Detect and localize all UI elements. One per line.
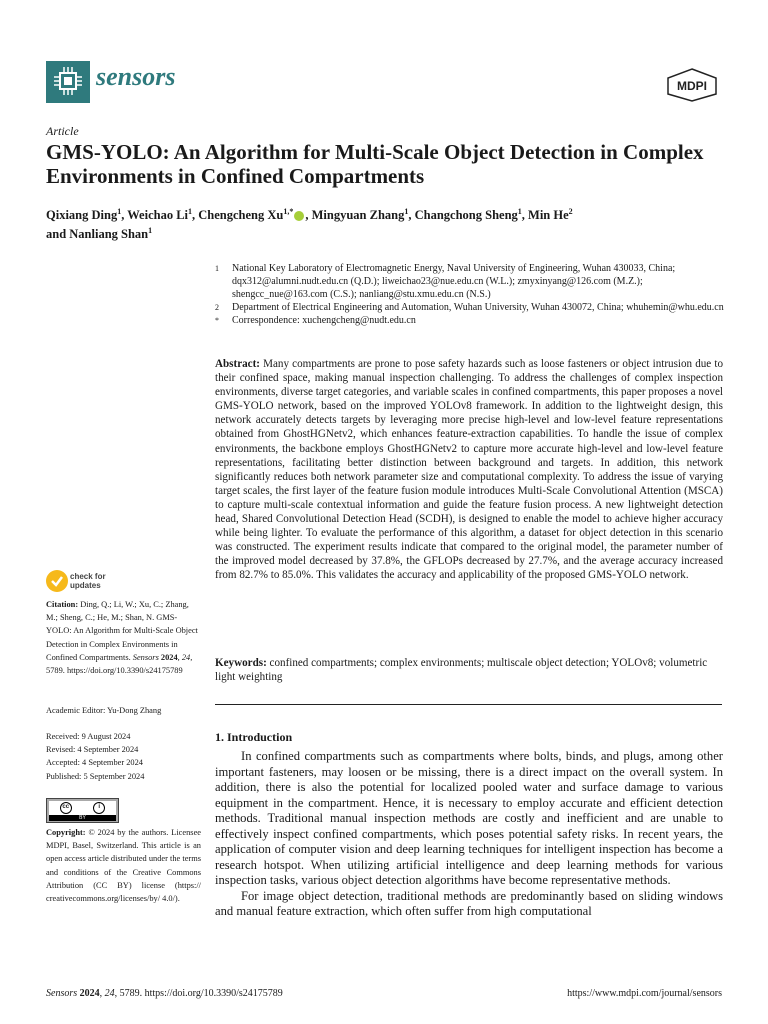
footer-year: 2024	[79, 988, 100, 999]
author-sup: 1	[188, 207, 193, 216]
author-name: Chengcheng Xu	[198, 208, 284, 223]
affiliation-text: Department of Electrical Engineering and Automation, Wuhan University, Wuhan 430072, China; whuhemin@whu.edu.cn	[232, 302, 724, 313]
academic-editor: Academic Editor: Yu-Dong Zhang	[46, 706, 162, 715]
mdpi-logo-text: MDPI	[677, 79, 707, 93]
dates-block	[46, 730, 201, 783]
footer-journal: Sensors	[46, 988, 78, 999]
intro-body	[215, 749, 723, 920]
affiliation-mark: *	[215, 316, 219, 325]
author-sup: 1,*	[283, 207, 294, 216]
paper-title: GMS-YOLO: An Algorithm for Multi-Scale Object Detection in Complex Environments in Confined Compartments	[46, 140, 704, 188]
paragraph: In confined compartments such as compartments where bolts, binds, and plugs, among other important fasteners, may loosen or be missing, there is a direct impact on the overall system. In addition, there is also the potential for localized pooled water and surface damage to various equipment in the compartment. Hence, it is necessary to employ accurate and efficient detection methods. Traditional manual inspection methods are costly and inefficient and are unable to effectively inspect confined compartments, which poses potential safety risks. In recent years, the application of computer vision and deep learning techniques for intelligent inspection has become a research hotspot. When utilizing artificial intelligence and deep learning methods for various inspection tasks, various object detection algorithms have become representative methods.	[215, 749, 723, 887]
author-sup: 2	[568, 207, 573, 216]
author-name: Min He	[528, 208, 569, 223]
affiliations	[215, 262, 725, 327]
journal-name: sensors	[96, 62, 176, 91]
author-name: Nanliang Shan	[69, 227, 149, 242]
author-name: Weichao Li	[127, 208, 189, 223]
paragraph: For image object detection, traditional methods are predominantly based on sliding windows and manual feature extraction, which often suffer from high computational	[215, 888, 723, 918]
revised-date: Revised: 4 September 2024	[46, 745, 139, 755]
citation-text: Ding, Q.; Li, W.; Xu, C.; Zhang, M.; Sheng, C.; He, M.; Shan, N. GMS-YOLO: An Algorithm for Multi-Scale Object Detection in Complex Environments in Confined Compartments.	[46, 600, 198, 662]
mdpi-logo	[666, 68, 718, 102]
affiliation-mark: 2	[215, 303, 219, 312]
footer-volume: 24	[104, 988, 115, 999]
check-updates-label: check for updates	[70, 572, 106, 590]
accepted-date: Accepted: 4 September 2024	[46, 758, 143, 768]
section-heading: 1. Introduction	[215, 730, 293, 744]
cc-symbol-icon: cc	[60, 802, 72, 814]
cc-license-icon[interactable]	[46, 798, 119, 823]
article-type: Article	[46, 124, 79, 138]
copyright-block	[46, 826, 201, 905]
footer-doi[interactable]: , 5789. https://doi.org/10.3390/s24175789	[114, 988, 283, 999]
footer-citation: Sensors 2024, 24, 5789. https://doi.org/10.3390/s24175789	[46, 988, 283, 999]
author-name: Qixiang Ding	[46, 208, 118, 223]
orcid-icon[interactable]	[294, 211, 304, 221]
abstract-label: Abstract:	[215, 358, 260, 370]
author-sup: 1	[117, 207, 122, 216]
copyright-text: © 2024 by the authors. Licensee MDPI, Basel, Switzerland. This article is an open access article distributed under the terms and conditions of the Creative Commons Attribution (CC BY) license (https:// creativecommons.org/licenses/by/ 4.0/).	[46, 828, 201, 904]
attribution-person-icon: i	[93, 802, 105, 814]
citation-year: 2024	[160, 652, 178, 662]
affiliation-item	[215, 314, 725, 327]
copyright-label: Copyright:	[46, 828, 86, 837]
affiliation-text: Correspondence: xuchengcheng@nudt.edu.cn	[232, 315, 416, 326]
section-divider	[215, 704, 722, 705]
author-name: Mingyuan Zhang	[311, 208, 405, 223]
published-date: Published: 5 September 2024	[46, 771, 145, 781]
affiliation-item	[215, 262, 725, 301]
affiliation-item	[215, 301, 725, 314]
author-sup: 1	[404, 207, 409, 216]
footer-journal-url[interactable]: https://www.mdpi.com/journal/sensors	[567, 988, 722, 999]
keywords	[215, 656, 723, 684]
author-sup: 1	[517, 207, 522, 216]
journal-logo-icon	[46, 61, 90, 103]
received-date: Received: 9 August 2024	[46, 732, 131, 741]
affiliation-mark: 1	[215, 264, 219, 273]
citation-volume: 24	[181, 652, 191, 662]
author-name: Changchong Sheng	[414, 208, 518, 223]
author-list: Qixiang Ding$^1$, Weichao Li$^1$, Chengcheng $Xu^{1,*}$ , Mingyuan Zhang$^1$, Changchong Sheng$^1$, Min He$^2$ and Nanliang Shan$^1$	[46, 207, 573, 242]
check-updates-icon	[46, 570, 68, 592]
abstract	[215, 357, 723, 583]
citation-page: , 5789.	[46, 652, 193, 676]
citation-journal: Sensors	[132, 652, 159, 662]
abstract-text: Many compartments are prone to pose safety hazards such as loose fasteners or object intrusion due to their confined space, making manual inspection challenging. To address the challenges of complex inspection environments, diverse target categories, and variable scales in confined compartments, this paper proposes a novel GMS-YOLO network, based on the improved YOLOv8 framework. In addition to the lightweight design, this network accurately detects targets by leveraging more precise high-level and low-level feature representations obtained from GhostHGNetv2, which enhances feature-extraction capabilities. To handle the issue of complex environments, the backbone employs GhostHGNetv2 to capture more accurate high-level and low-level feature representations, facilitating better distinction between background and targets. In addition, this network significantly reduces both network parameter size and computational complexity. To address the issue of varying target scales, the first layer of the feature fusion module introduces Multi-Scale Convolutional Attention (MSCA) to capture multi-scale contextual information and guide the feature fusion process. A new lightweight detection head, Shared Convolutional Detection Head (SCDH), is designed to enable the model to achieve higher accuracy while being lighter. To evaluate the performance of this algorithm, a dataset for object detection in this scenario was constructed. The experiment results indicate that compared to the original model, the parameter number of the improved model decreased by 37.8%, the GFLOPs decreased by 27.7%, and the average accuracy increased from 82.7% to 85.0%. This validates the accuracy and applicability of the proposed GMS-YOLO network.	[215, 358, 723, 582]
keywords-text: confined compartments; complex environments; multiscale object detection; YOLOv8; volumetric light weighting	[215, 657, 708, 684]
citation-label: Citation:	[46, 600, 79, 609]
author-sup: 1	[148, 226, 153, 236]
affiliation-text: National Key Laboratory of Electromagnetic Energy, Naval University of Engineering, Wuhan 430033, China; dqx312@alumni.nudt.edu.cn (Q.D.); liweichao23@nue.edu.cn (W.L.); zmyxinyang@126.com (M.Z.); shengcc_nue@163.com (C.S.); nanliang@stu.xmu.edu.cn (N.S.)	[232, 263, 676, 300]
cc-by-label: BY	[49, 815, 116, 821]
citation-doi-link[interactable]: https://doi.org/10.3390/s24175789	[66, 666, 183, 676]
citation-block: Citation: Ding, Q.; Li, W.; Xu, C.; Zhang, M.; Sheng, C.; He, M.; Shan, N. GMS-YOLO: An Algorithm for Multi-Scale Object Detection in Complex Environments in Confined Compartments. Sensors 2024, 24, 5789. https://doi.org/10.3390/s24175789	[46, 600, 198, 676]
keywords-label: Keywords:	[215, 657, 267, 669]
